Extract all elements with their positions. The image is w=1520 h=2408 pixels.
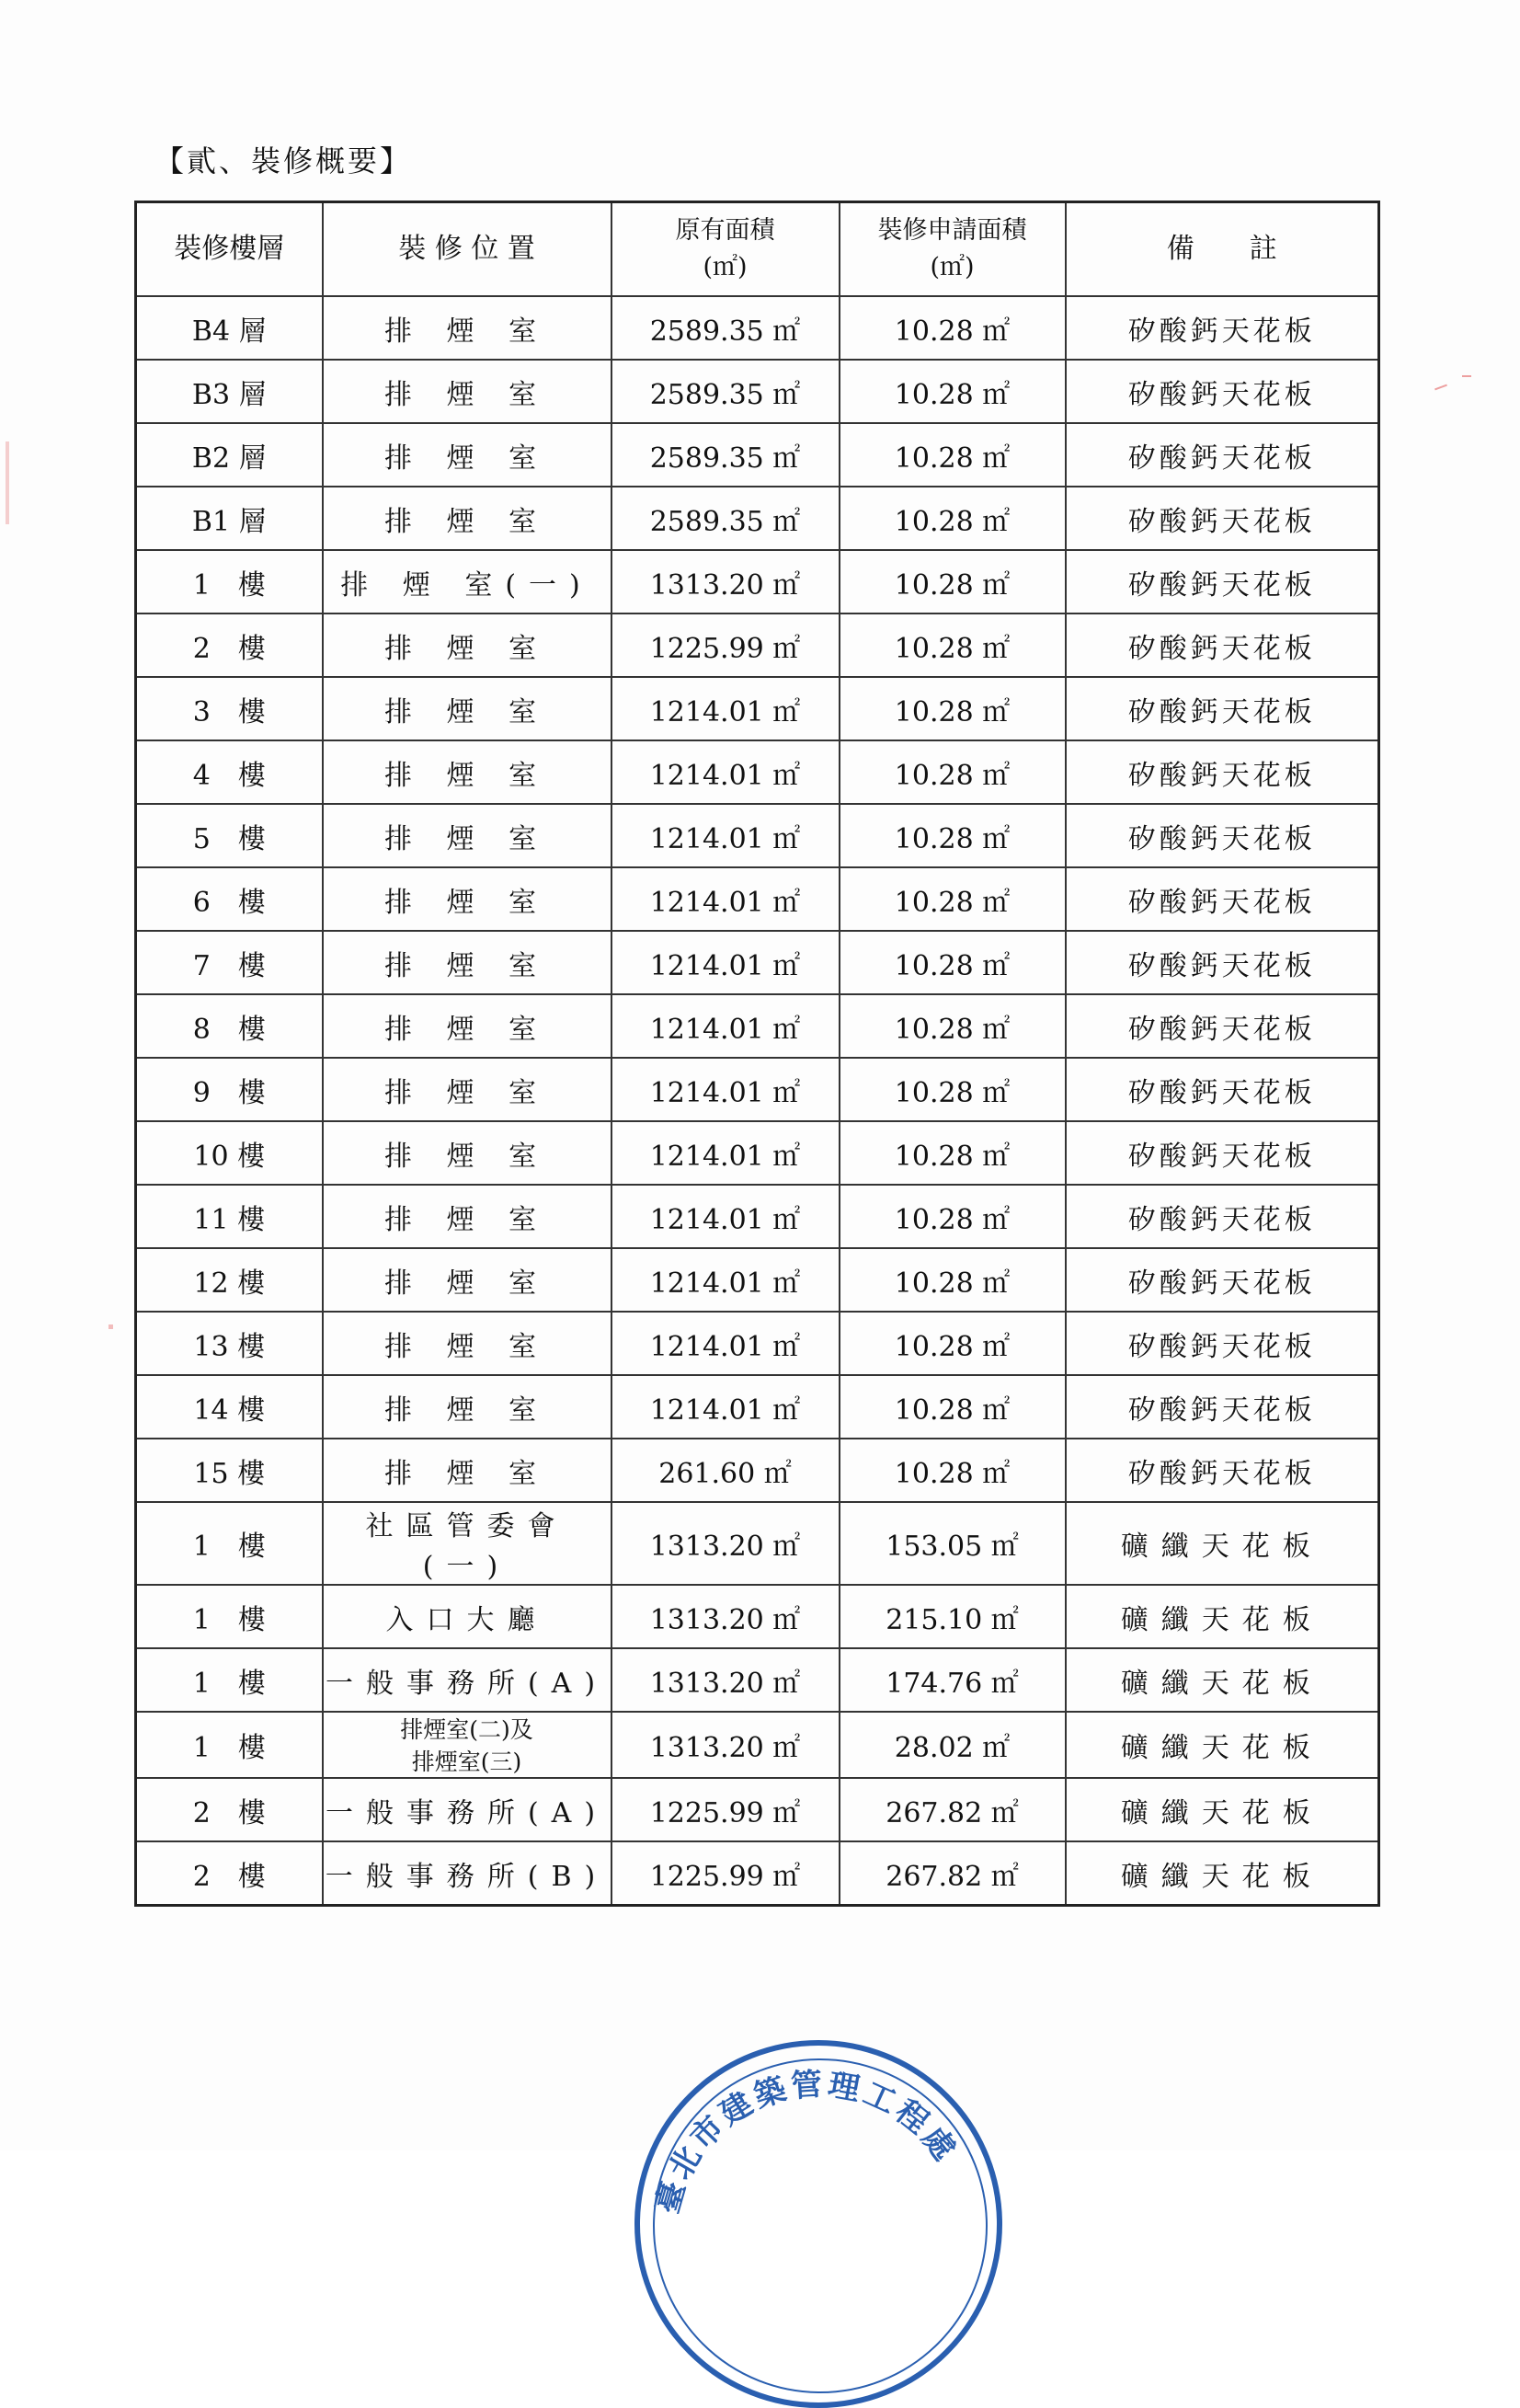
remark-cell: 矽酸鈣天花板 [1066,677,1379,740]
original-area-cell: 1313.20 ㎡ [611,550,840,613]
original-area-cell: 1313.20 ㎡ [611,1648,840,1712]
original-area-cell: 1214.01 ㎡ [611,740,840,804]
table-row [136,1778,1379,1841]
floor-cell: 5 樓 [136,804,323,867]
floor-cell: 1 樓 [136,1502,323,1585]
location-cell: 排 煙 室 [323,1312,611,1375]
original-area-cell: 261.60 ㎡ [611,1439,840,1502]
original-area-cell: 1214.01 ㎡ [611,931,840,994]
floor-cell: B3 層 [136,360,323,423]
applied-area-cell: 10.28 ㎡ [840,550,1066,613]
location-cell: 排 煙 室 [323,487,611,550]
original-area-cell: 1214.01 ㎡ [611,1058,840,1121]
table-row [136,1585,1379,1648]
applied-area-cell: 10.28 ㎡ [840,1121,1066,1185]
floor-cell: 2 樓 [136,1778,323,1841]
location-cell: 排 煙 室 [323,1439,611,1502]
table-row [136,867,1379,931]
applied-area-cell: 10.28 ㎡ [840,931,1066,994]
table-body [136,296,1379,1906]
location-cell: 排 煙 室 [323,1248,611,1312]
section-title: 【貳、裝修概要】 [154,143,413,178]
floor-cell: 15 樓 [136,1439,323,1502]
remark-cell: 矽酸鈣天花板 [1066,1375,1379,1439]
official-seal [634,2040,1002,2408]
applied-area-cell: 10.28 ㎡ [840,677,1066,740]
remark-cell: 矽酸鈣天花板 [1066,487,1379,550]
remark-cell: 矽酸鈣天花板 [1066,423,1379,487]
remark-cell: 礦纖天花板 [1066,1712,1379,1778]
floor-cell: 6 樓 [136,867,323,931]
remark-cell: 矽酸鈣天花板 [1066,1248,1379,1312]
remark-cell: 矽酸鈣天花板 [1066,550,1379,613]
applied-area-cell: 10.28 ㎡ [840,1248,1066,1312]
applied-area-cell: 10.28 ㎡ [840,1439,1066,1502]
location-cell: 排 煙 室 [323,1121,611,1185]
remark-cell: 礦纖天花板 [1066,1502,1379,1585]
table-row [136,1712,1379,1778]
location-cell: 排 煙 室 [323,296,611,360]
applied-area-cell: 10.28 ㎡ [840,360,1066,423]
remark-cell: 矽酸鈣天花板 [1066,804,1379,867]
original-area-cell: 1313.20 ㎡ [611,1712,840,1778]
applied-area-cell: 10.28 ㎡ [840,1312,1066,1375]
table-row [136,1375,1379,1439]
location-cell: 排煙室(二)及 排煙室(三) [323,1712,611,1778]
remark-cell: 矽酸鈣天花板 [1066,867,1379,931]
floor-cell: 2 樓 [136,1841,323,1906]
applied-area-cell: 153.05 ㎡ [840,1502,1066,1585]
location-cell: 排 煙 室 [323,804,611,867]
floor-cell: 10 樓 [136,1121,323,1185]
floor-cell: 14 樓 [136,1375,323,1439]
original-area-cell: 2589.35 ㎡ [611,487,840,550]
original-area-cell: 1214.01 ㎡ [611,804,840,867]
applied-area-cell: 10.28 ㎡ [840,423,1066,487]
remark-cell: 礦纖天花板 [1066,1648,1379,1712]
floor-cell: 1 樓 [136,550,323,613]
svg-text:臺北市建築管理工程處: 臺北市建築管理工程處 [648,2066,966,2218]
remark-cell: 礦纖天花板 [1066,1585,1379,1648]
remark-cell: 礦纖天花板 [1066,1841,1379,1906]
table-header-row [136,202,1379,297]
header-remark: 備 註 [1066,202,1379,297]
floor-cell: 2 樓 [136,613,323,677]
applied-area-cell: 215.10 ㎡ [840,1585,1066,1648]
original-area-cell: 1214.01 ㎡ [611,1121,840,1185]
floor-cell: 9 樓 [136,1058,323,1121]
header-floor: 裝修樓層 [136,202,323,297]
original-area-cell: 1313.20 ㎡ [611,1502,840,1585]
original-area-cell: 1225.99 ㎡ [611,613,840,677]
floor-cell: 4 樓 [136,740,323,804]
remark-cell: 礦纖天花板 [1066,1778,1379,1841]
applied-area-cell: 10.28 ㎡ [840,994,1066,1058]
applied-area-cell: 10.28 ㎡ [840,867,1066,931]
applied-area-cell: 174.76 ㎡ [840,1648,1066,1712]
floor-cell: 3 樓 [136,677,323,740]
remark-cell: 矽酸鈣天花板 [1066,994,1379,1058]
table-row [136,487,1379,550]
location-cell: 排 煙 室 [323,740,611,804]
applied-area-cell: 10.28 ㎡ [840,804,1066,867]
original-area-cell: 1313.20 ㎡ [611,1585,840,1648]
table-row [136,613,1379,677]
table-row [136,931,1379,994]
table-row [136,423,1379,487]
location-cell: 排 煙 室 [323,423,611,487]
table-row [136,1439,1379,1502]
table-row [136,1841,1379,1906]
location-cell: 排 煙 室(一) [323,550,611,613]
header-location: 裝 修 位 置 [323,202,611,297]
floor-cell: 12 樓 [136,1248,323,1312]
location-cell: 排 煙 室 [323,613,611,677]
location-cell: 排 煙 室 [323,1185,611,1248]
floor-cell: 8 樓 [136,994,323,1058]
floor-cell: 7 樓 [136,931,323,994]
remark-cell: 矽酸鈣天花板 [1066,296,1379,360]
table-row [136,677,1379,740]
remark-cell: 矽酸鈣天花板 [1066,1121,1379,1185]
original-area-cell: 1214.01 ㎡ [611,1312,840,1375]
location-cell: 排 煙 室 [323,360,611,423]
location-cell: 排 煙 室 [323,994,611,1058]
table-row [136,994,1379,1058]
table-row [136,804,1379,867]
table-row [136,1058,1379,1121]
table-row [136,296,1379,360]
applied-area-cell: 10.28 ㎡ [840,487,1066,550]
table-row [136,1248,1379,1312]
remark-cell: 矽酸鈣天花板 [1066,613,1379,677]
applied-area-cell: 28.02 ㎡ [840,1712,1066,1778]
floor-cell: 13 樓 [136,1312,323,1375]
location-cell: 一般事務所(A) [323,1778,611,1841]
applied-area-cell: 10.28 ㎡ [840,740,1066,804]
applied-area-cell: 10.28 ㎡ [840,1375,1066,1439]
table-row [136,1121,1379,1185]
remark-cell: 矽酸鈣天花板 [1066,360,1379,423]
applied-area-cell: 267.82 ㎡ [840,1778,1066,1841]
renovation-summary-table [134,201,1380,1907]
applied-area-cell: 10.28 ㎡ [840,296,1066,360]
location-cell: 入口大廳 [323,1585,611,1648]
location-cell: 一般事務所(B) [323,1841,611,1906]
original-area-cell: 1214.01 ㎡ [611,1248,840,1312]
original-area-cell: 2589.35 ㎡ [611,360,840,423]
remark-cell: 矽酸鈣天花板 [1066,1185,1379,1248]
floor-cell: 1 樓 [136,1585,323,1648]
location-cell: 排 煙 室 [323,1375,611,1439]
applied-area-cell: 267.82 ㎡ [840,1841,1066,1906]
table-row [136,1312,1379,1375]
floor-cell: 1 樓 [136,1712,323,1778]
original-area-cell: 1214.01 ㎡ [611,677,840,740]
location-cell: 一般事務所(A) [323,1648,611,1712]
remark-cell: 矽酸鈣天花板 [1066,1439,1379,1502]
location-cell: 排 煙 室 [323,867,611,931]
floor-cell: B1 層 [136,487,323,550]
remark-cell: 矽酸鈣天花板 [1066,1312,1379,1375]
remark-cell: 矽酸鈣天花板 [1066,1058,1379,1121]
floor-cell: 1 樓 [136,1648,323,1712]
location-cell: 排 煙 室 [323,1058,611,1121]
location-cell: 社區管委會(一) [323,1502,611,1585]
original-area-cell: 1225.99 ㎡ [611,1841,840,1906]
original-area-cell: 1214.01 ㎡ [611,867,840,931]
original-area-cell: 1225.99 ㎡ [611,1778,840,1841]
header-original-area: 原有面積 (㎡) [611,202,840,297]
table-row [136,360,1379,423]
location-cell: 排 煙 室 [323,677,611,740]
original-area-cell: 1214.01 ㎡ [611,1185,840,1248]
applied-area-cell: 10.28 ㎡ [840,1185,1066,1248]
applied-area-cell: 10.28 ㎡ [840,613,1066,677]
table-row [136,1648,1379,1712]
floor-cell: B4 層 [136,296,323,360]
remark-cell: 矽酸鈣天花板 [1066,931,1379,994]
table-row [136,550,1379,613]
original-area-cell: 1214.01 ㎡ [611,994,840,1058]
floor-cell: 11 樓 [136,1185,323,1248]
table-row [136,1502,1379,1585]
table-row [136,1185,1379,1248]
applied-area-cell: 10.28 ㎡ [840,1058,1066,1121]
header-applied-area: 裝修申請面積 (㎡) [840,202,1066,297]
original-area-cell: 2589.35 ㎡ [611,423,840,487]
original-area-cell: 1214.01 ㎡ [611,1375,840,1439]
floor-cell: B2 層 [136,423,323,487]
original-area-cell: 2589.35 ㎡ [611,296,840,360]
remark-cell: 矽酸鈣天花板 [1066,740,1379,804]
location-cell: 排 煙 室 [323,931,611,994]
table-row [136,740,1379,804]
